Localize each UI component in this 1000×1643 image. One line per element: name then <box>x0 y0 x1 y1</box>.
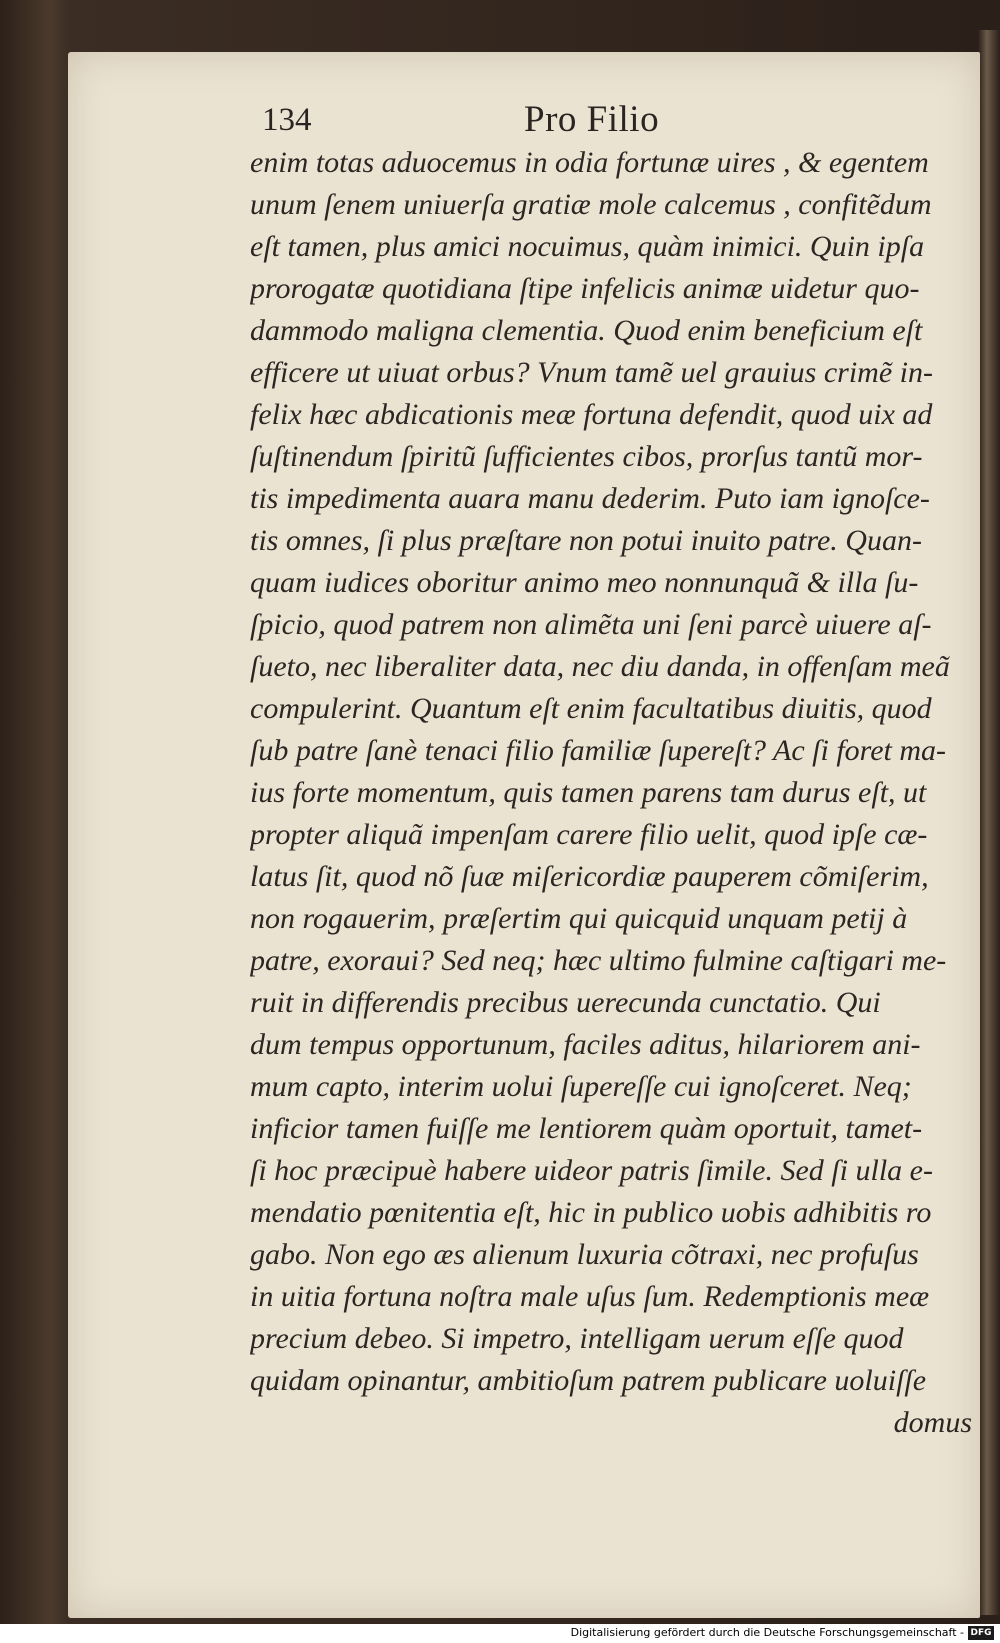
text-line: ſueto, nec liberaliter data, nec diu danda, in offenſam meã <box>250 650 950 683</box>
text-line: patre, exoraui? Sed neq; hæc ultimo fulmine caſtigari me- <box>250 944 947 977</box>
running-title: Pro Filio <box>524 99 660 140</box>
dfg-logo: DFG <box>968 1626 994 1640</box>
text-line: ruit in differendis precibus uerecunda cunctatio. Qui <box>250 986 881 1019</box>
digitization-footer <box>0 1624 1000 1643</box>
text-line: ſi hoc præcipuè habere uideor patris ſimile. Sed ſi ulla e- <box>250 1154 933 1187</box>
text-line: propter aliquã impenſam carere filio uelit, quod ipſe cæ- <box>250 818 928 851</box>
text-line: precium debeo. Si impetro, intelligam uerum eſſe quod <box>250 1322 904 1355</box>
body-text <box>250 142 992 1444</box>
text-line: ſub patre ſanè tenaci filio familiæ ſupereſt? Ac ſi foret ma- <box>250 734 947 767</box>
catchword: domus <box>893 1406 972 1439</box>
text-line: tis impedimenta auara manu dederim. Puto iam ignoſce- <box>250 482 930 515</box>
text-line: in uitia fortuna noſtra male uſus ſum. Redemptionis meæ <box>250 1280 930 1313</box>
text-line: compulerint. Quantum eſt enim facultatibus diuitis, quod <box>250 692 932 725</box>
text-line: inficior tamen fuiſſe me lentiorem quàm oportuit, tamet- <box>250 1112 923 1145</box>
text-line: ſuſtinendum ſpiritũ ſufficientes cibos, prorſus tantũ mor- <box>250 440 923 473</box>
page-header <box>262 98 962 144</box>
text-line: ius forte momentum, quis tamen parens tam durus eſt, ut <box>250 776 927 809</box>
text-line: quam iudices oboritur animo meo nonnunquã & illa ſu- <box>250 566 919 599</box>
text-line: tis omnes, ſi plus præſtare non potui inuito patre. Quan- <box>250 524 922 557</box>
text-line: ſpicio, quod patrem non alimẽta uni ſeni parcè uiuere aſ- <box>250 608 932 641</box>
text-line: dum tempus opportunum, faciles aditus, hilariorem ani- <box>250 1028 921 1061</box>
text-line: enim totas aduocemus in odia fortunæ uires , & egentem <box>250 146 929 179</box>
text-line: mendatio pœnitentia eſt, hic in publico uobis adhibitis ro <box>250 1196 932 1229</box>
text-line: latus ſit, quod nõ ſuæ miſericordiæ pauperem cõmiſerim, <box>250 860 929 893</box>
text-line: mum capto, interim uolui ſupereſſe cui ignoſceret. Neq; <box>250 1070 912 1103</box>
text-line: prorogatæ quotidiana ſtipe infelicis animæ uidetur quo- <box>250 272 920 305</box>
funding-credit: Digitalisierung gefördert durch die Deutsche Forschungsgemeinschaft - <box>570 1626 964 1639</box>
text-line: unum ſenem uniuerſa gratiæ mole calcemus , confitẽdum <box>250 188 932 221</box>
text-line: non rogauerim, præſertim qui quicquid unquam petij à <box>250 902 908 935</box>
text-line: quidam opinantur, ambitioſum patrem publicare uoluiſſe <box>250 1364 927 1397</box>
text-line: dammodo maligna clementia. Quod enim beneficium eſt <box>250 314 923 347</box>
text-line: gabo. Non ego æs alienum luxuria cõtraxi, nec profuſus <box>250 1238 919 1271</box>
text-line: eſt tamen, plus amici nocuimus, quàm inimici. Quin ipſa <box>250 230 925 263</box>
text-line: efficere ut uiuat orbus? Vnum tamẽ uel grauius crimẽ in- <box>250 356 933 389</box>
text-line: felix hæc abdicationis meæ fortuna defendit, quod uix ad <box>250 398 933 431</box>
page-number: 134 <box>262 102 312 138</box>
